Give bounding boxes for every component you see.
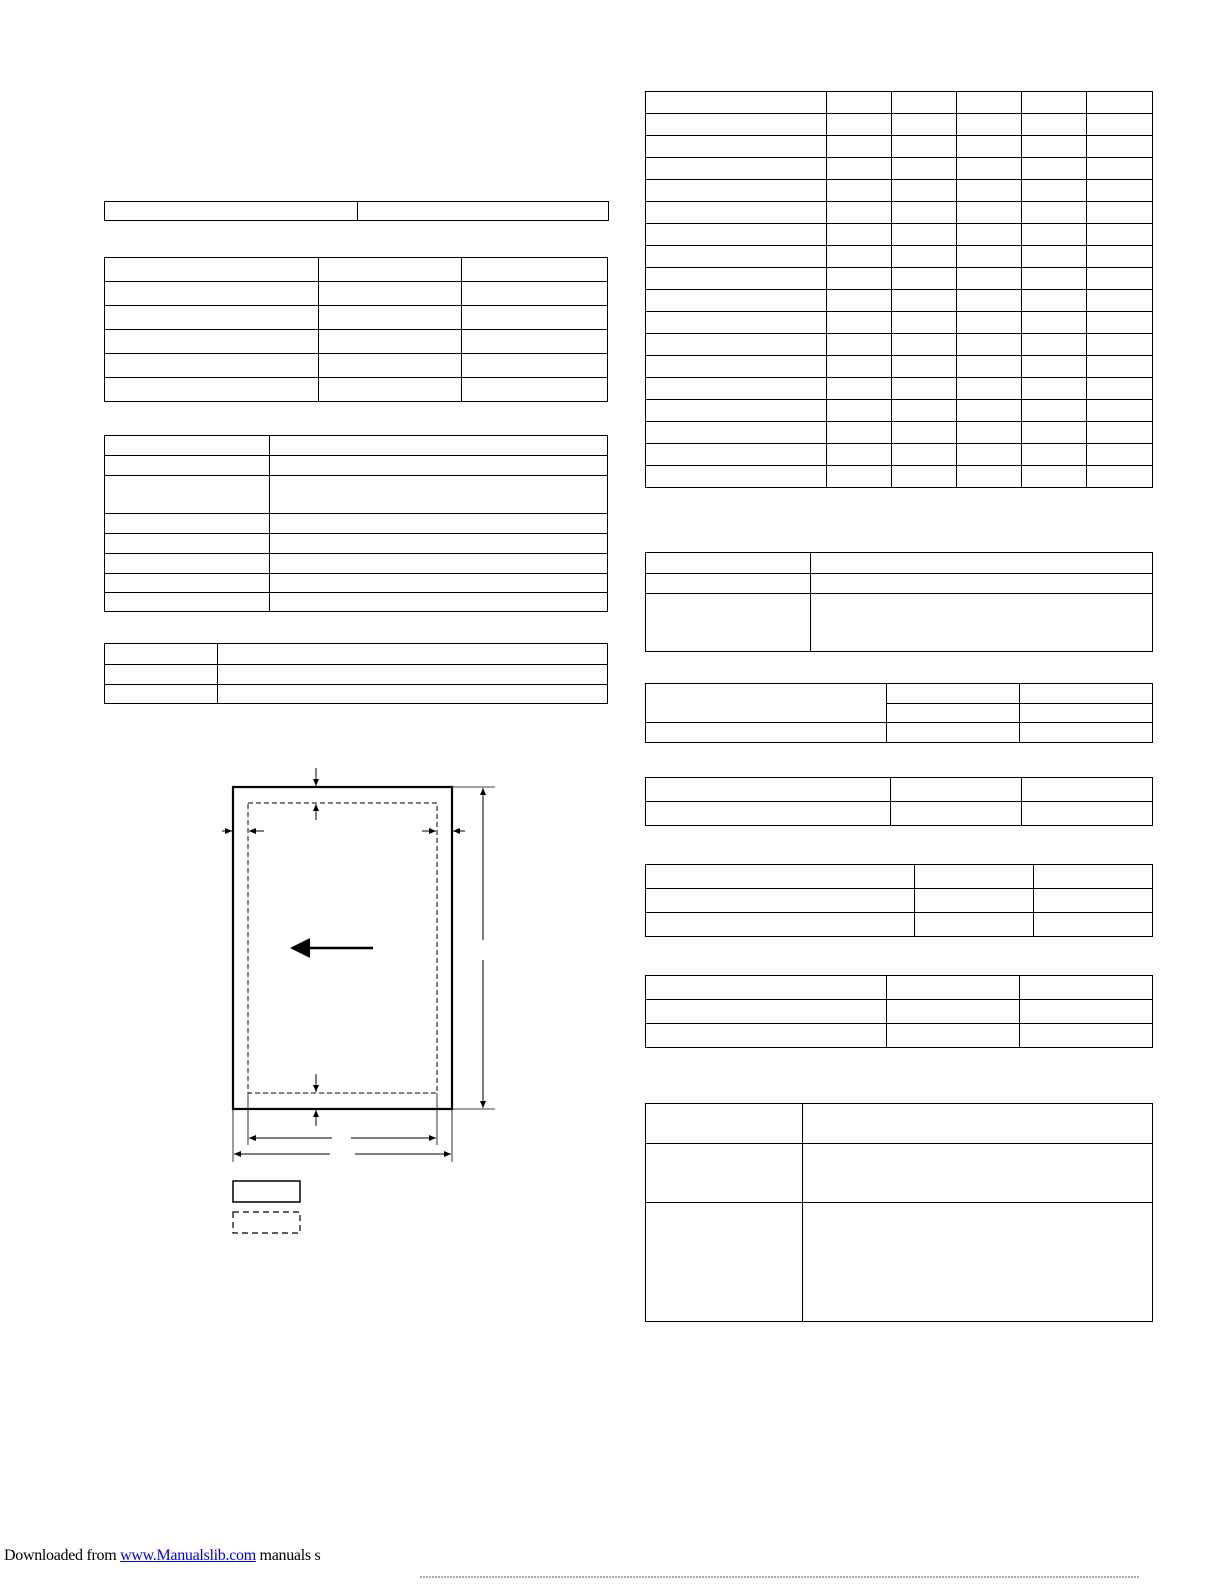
table-cell <box>646 312 827 334</box>
table-cell <box>827 158 892 180</box>
download-footer <box>4 1547 320 1565</box>
table-cell <box>1087 378 1153 400</box>
spec-table-r3 <box>645 683 1153 743</box>
table-cell <box>1022 202 1087 224</box>
table-row <box>646 1144 1153 1203</box>
table-cell <box>892 334 957 356</box>
table-cell <box>957 378 1022 400</box>
table-cell <box>957 268 1022 290</box>
table-cell <box>646 356 827 378</box>
spec-table-l1 <box>104 201 609 221</box>
table-cell <box>892 466 957 488</box>
table-cell <box>1087 202 1153 224</box>
table-row <box>105 514 608 534</box>
table-cell <box>1022 334 1087 356</box>
table-cell <box>1087 466 1153 488</box>
table-cell <box>957 334 1022 356</box>
table-cell <box>957 356 1022 378</box>
table-cell <box>957 224 1022 246</box>
table-row <box>646 114 1153 136</box>
table-cell <box>892 180 957 202</box>
footer-cutoff-strip <box>0 1575 1225 1585</box>
table-cell <box>957 246 1022 268</box>
table-cell <box>1087 290 1153 312</box>
spec-table-r4 <box>645 777 1153 826</box>
table-row <box>105 258 608 282</box>
table-row <box>646 290 1153 312</box>
table-cell <box>892 246 957 268</box>
table-cell <box>827 202 892 224</box>
table-cell <box>892 356 957 378</box>
table-cell <box>1087 158 1153 180</box>
table-cell <box>1087 92 1153 114</box>
table-cell <box>1022 312 1087 334</box>
table-cell <box>1087 444 1153 466</box>
footer-suffix: manuals s <box>259 1547 321 1564</box>
table-cell <box>892 444 957 466</box>
table-cell <box>892 312 957 334</box>
table-cell <box>646 378 827 400</box>
table-cell <box>646 334 827 356</box>
table-row <box>105 665 608 685</box>
table-cell <box>957 312 1022 334</box>
table-cell <box>646 114 827 136</box>
table-cell <box>827 400 892 422</box>
table-row <box>646 378 1153 400</box>
table-row <box>646 92 1153 114</box>
table-cell <box>1087 422 1153 444</box>
table-cell <box>957 136 1022 158</box>
table-row <box>646 400 1153 422</box>
table-cell <box>1087 400 1153 422</box>
manualslib-link[interactable]: www.Manualslib.com <box>120 1547 256 1564</box>
table-cell <box>827 466 892 488</box>
table-cell <box>827 312 892 334</box>
table-row <box>646 913 1153 937</box>
table-row <box>105 436 608 456</box>
footer-prefix: Downloaded from <box>4 1547 117 1564</box>
table-cell <box>1087 136 1153 158</box>
table-cell <box>646 246 827 268</box>
table-cell <box>827 136 892 158</box>
table-cell <box>957 158 1022 180</box>
table-row <box>646 594 1153 652</box>
table-row <box>105 354 608 378</box>
table-row <box>646 553 1153 574</box>
table-cell <box>892 92 957 114</box>
table-cell <box>957 180 1022 202</box>
table-cell <box>1022 224 1087 246</box>
table-cell <box>957 466 1022 488</box>
table-cell <box>1022 268 1087 290</box>
table-cell <box>105 202 358 221</box>
table-cell <box>827 92 892 114</box>
table-cell <box>1087 224 1153 246</box>
table-cell <box>827 114 892 136</box>
spec-table-l2 <box>104 257 608 402</box>
table-cell <box>1022 378 1087 400</box>
table-cell <box>957 202 1022 224</box>
table-cell <box>1087 268 1153 290</box>
table-cell <box>646 202 827 224</box>
table-row <box>105 306 608 330</box>
table-row <box>646 444 1153 466</box>
table-cell <box>827 444 892 466</box>
table-cell <box>646 268 827 290</box>
table-cell <box>892 114 957 136</box>
table-cell <box>1022 136 1087 158</box>
table-cell <box>1022 422 1087 444</box>
table-row <box>646 865 1153 889</box>
table-cell <box>646 422 827 444</box>
table-cell <box>646 180 827 202</box>
table-cell <box>827 356 892 378</box>
table-cell <box>646 136 827 158</box>
table-cell <box>827 268 892 290</box>
legend-dashed-outline <box>233 1212 300 1233</box>
table-cell <box>1022 290 1087 312</box>
table-row <box>105 476 608 514</box>
table-cell <box>827 180 892 202</box>
table-cell <box>646 158 827 180</box>
spec-table-r6 <box>645 975 1153 1048</box>
table-cell <box>892 224 957 246</box>
table-row <box>646 334 1153 356</box>
table-cell <box>827 334 892 356</box>
table-cell <box>646 400 827 422</box>
spec-table-r7 <box>645 1103 1153 1322</box>
table-cell <box>957 114 1022 136</box>
table-row <box>646 466 1153 488</box>
table-cell <box>957 290 1022 312</box>
table-cell <box>1087 180 1153 202</box>
table-row <box>646 1203 1153 1322</box>
table-row <box>105 685 608 704</box>
table-cell <box>1022 180 1087 202</box>
table-row <box>105 378 608 402</box>
table-cell <box>646 92 827 114</box>
table-cell <box>1087 246 1153 268</box>
spec-table-l3 <box>104 435 608 612</box>
table-cell <box>827 246 892 268</box>
table-row <box>646 312 1153 334</box>
paper-margin-diagram <box>210 760 510 1240</box>
table-cell <box>646 466 827 488</box>
table-row <box>646 574 1153 594</box>
table-cell <box>892 422 957 444</box>
table-cell <box>957 422 1022 444</box>
table-row <box>646 1024 1153 1048</box>
table-row <box>646 684 1153 704</box>
table-row <box>646 422 1153 444</box>
spec-table-r1 <box>645 91 1153 488</box>
spec-table-r5 <box>645 864 1153 937</box>
table-row <box>646 356 1153 378</box>
table-cell <box>827 422 892 444</box>
table-cell <box>1022 246 1087 268</box>
table-row <box>105 644 608 665</box>
table-cell <box>892 378 957 400</box>
table-cell <box>1022 114 1087 136</box>
table-cell <box>957 444 1022 466</box>
table-cell <box>892 136 957 158</box>
table-cell <box>1087 334 1153 356</box>
table-cell <box>892 400 957 422</box>
table-row <box>105 593 608 612</box>
table-cell <box>646 224 827 246</box>
table-cell <box>1087 356 1153 378</box>
table-row <box>646 158 1153 180</box>
table-row <box>646 976 1153 1000</box>
table-cell <box>827 290 892 312</box>
table-row <box>105 534 608 554</box>
table-row <box>105 456 608 476</box>
table-cell <box>1022 444 1087 466</box>
table-cell <box>1022 92 1087 114</box>
table-row <box>105 330 608 354</box>
table-row <box>105 554 608 574</box>
table-row <box>646 802 1153 826</box>
table-row <box>646 1104 1153 1144</box>
table-row <box>646 246 1153 268</box>
table-row <box>646 202 1153 224</box>
table-cell <box>892 202 957 224</box>
table-cell <box>1087 312 1153 334</box>
table-row <box>646 268 1153 290</box>
table-row <box>646 136 1153 158</box>
table-cell <box>1022 356 1087 378</box>
table-cell <box>1022 158 1087 180</box>
table-row <box>646 180 1153 202</box>
table-cell <box>646 444 827 466</box>
table-cell <box>892 158 957 180</box>
table-cell <box>892 290 957 312</box>
spec-table-l4 <box>104 643 608 704</box>
table-row <box>646 224 1153 246</box>
feed-direction-arrow-icon <box>290 938 373 958</box>
table-cell <box>1022 400 1087 422</box>
table-row <box>646 778 1153 802</box>
table-row <box>105 282 608 306</box>
spec-table-r2 <box>645 552 1153 652</box>
table-cell <box>1087 114 1153 136</box>
legend-solid-outline <box>233 1181 300 1202</box>
table-cell <box>1022 466 1087 488</box>
table-row <box>105 574 608 593</box>
table-row <box>646 723 1153 743</box>
table-cell <box>892 268 957 290</box>
table-cell <box>646 290 827 312</box>
table-cell <box>827 378 892 400</box>
table-cell <box>957 400 1022 422</box>
table-cell <box>827 224 892 246</box>
table-row <box>646 1000 1153 1024</box>
table-row <box>646 889 1153 913</box>
table-cell <box>358 202 609 221</box>
table-cell <box>957 92 1022 114</box>
